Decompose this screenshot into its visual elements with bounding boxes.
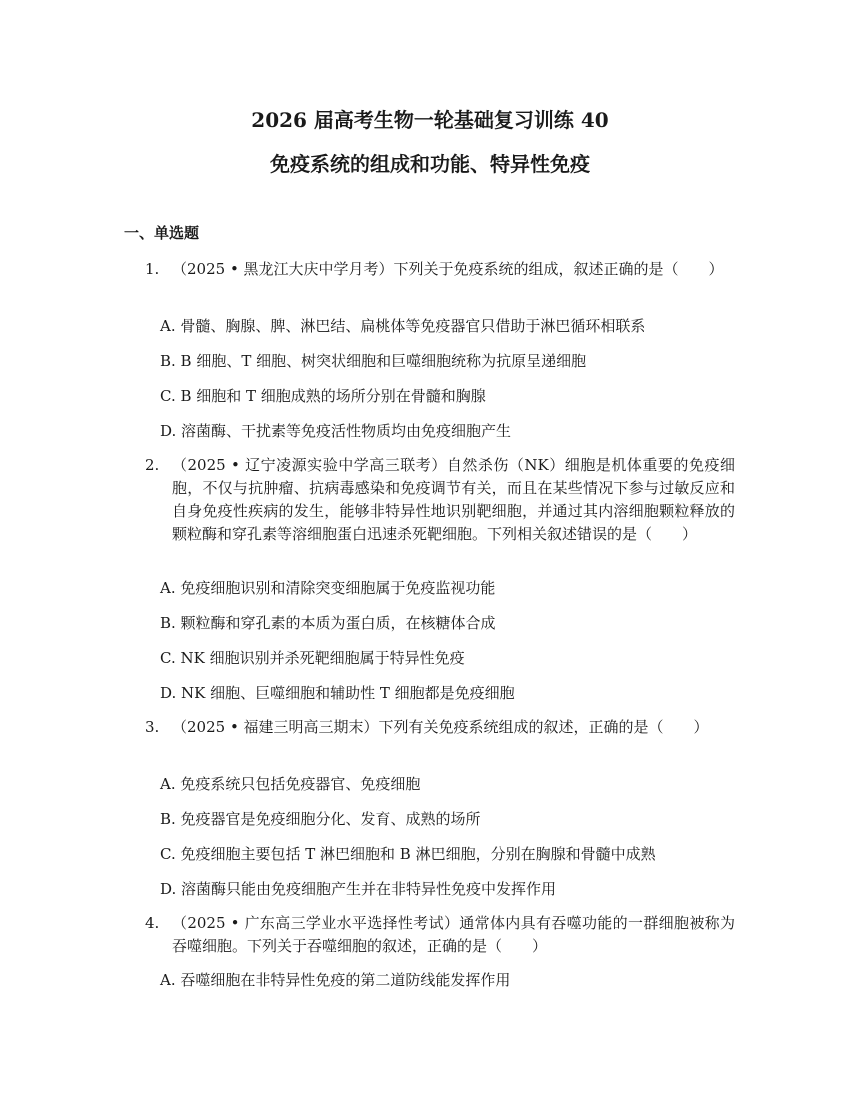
option-c: C. NK 细胞识别并杀死靶细胞属于特异性免疫 xyxy=(160,649,465,667)
question-number: 1. xyxy=(145,260,160,278)
option-d: D. NK 细胞、巨噬细胞和辅助性 T 细胞都是免疫细胞 xyxy=(160,684,515,702)
option-b: B. 颗粒酶和穿孔素的本质为蛋白质，在核糖体合成 xyxy=(160,614,496,632)
option-a: A. 骨髓、胸腺、脾、淋巴结、扁桃体等免疫器官只借助于淋巴循环相联系 xyxy=(160,317,646,335)
question-number: 2. xyxy=(145,456,160,474)
section-heading: 一、单选题 xyxy=(124,224,200,242)
question-number: 4. xyxy=(145,914,160,932)
question-stem: （2025 • 福建三明高三期末）下列有关免疫系统组成的叙述，正确的是（ ） xyxy=(172,718,709,736)
option-d: D. 溶菌酶、干扰素等免疫活性物质均由免疫细胞产生 xyxy=(160,422,512,440)
question-1 xyxy=(145,258,724,281)
document-subtitle: 免疫系统的组成和功能、特异性免疫 xyxy=(270,152,590,176)
question-2 xyxy=(145,454,735,546)
question-number: 3. xyxy=(145,718,160,736)
option-a: A. 免疫系统只包括免疫器官、免疫细胞 xyxy=(160,775,421,793)
question-stem: （2025 • 广东高三学业水平选择性考试）通常体内具有吞噬功能的一群细胞被称为吞噬细胞。下列关于吞噬细胞的叙述，正确的是（ ） xyxy=(172,914,735,955)
option-c: C. B 细胞和 T 细胞成熟的场所分别在骨髓和胸腺 xyxy=(160,387,486,405)
option-b: B. B 细胞、T 细胞、树突状细胞和巨噬细胞统称为抗原呈递细胞 xyxy=(160,352,587,370)
option-c: C. 免疫细胞主要包括 T 淋巴细胞和 B 淋巴细胞，分别在胸腺和骨髓中成熟 xyxy=(160,845,656,863)
option-d: D. 溶菌酶只能由免疫细胞产生并在非特异性免疫中发挥作用 xyxy=(160,880,557,898)
question-4 xyxy=(145,912,735,958)
document-title: 2026 届高考生物一轮基础复习训练 40 xyxy=(251,108,609,132)
question-3 xyxy=(145,716,720,739)
option-a: A. 免疫细胞识别和清除突变细胞属于免疫监视功能 xyxy=(160,579,496,597)
option-a: A. 吞噬细胞在非特异性免疫的第二道防线能发挥作用 xyxy=(160,971,511,989)
question-stem: （2025 • 辽宁凌源实验中学高三联考）自然杀伤（NK）细胞是机体重要的免疫细胞，不仅与抗肿瘤、抗病毒感染和免疫调节有关，而且在某些情况下参与过敏反应和自身免疫性疾病的发生，能够非特异性地识别靶细胞，并通过其内溶细胞颗粒释放的颗粒酶和穿孔素等溶细胞蛋白迅速杀死靶细胞。下列相关叙述错误的是（ ） xyxy=(172,456,735,543)
option-b: B. 免疫器官是免疫细胞分化、发育、成熟的场所 xyxy=(160,810,481,828)
question-stem: （2025 • 黑龙江大庆中学月考）下列关于免疫系统的组成，叙述正确的是（ ） xyxy=(172,260,724,278)
